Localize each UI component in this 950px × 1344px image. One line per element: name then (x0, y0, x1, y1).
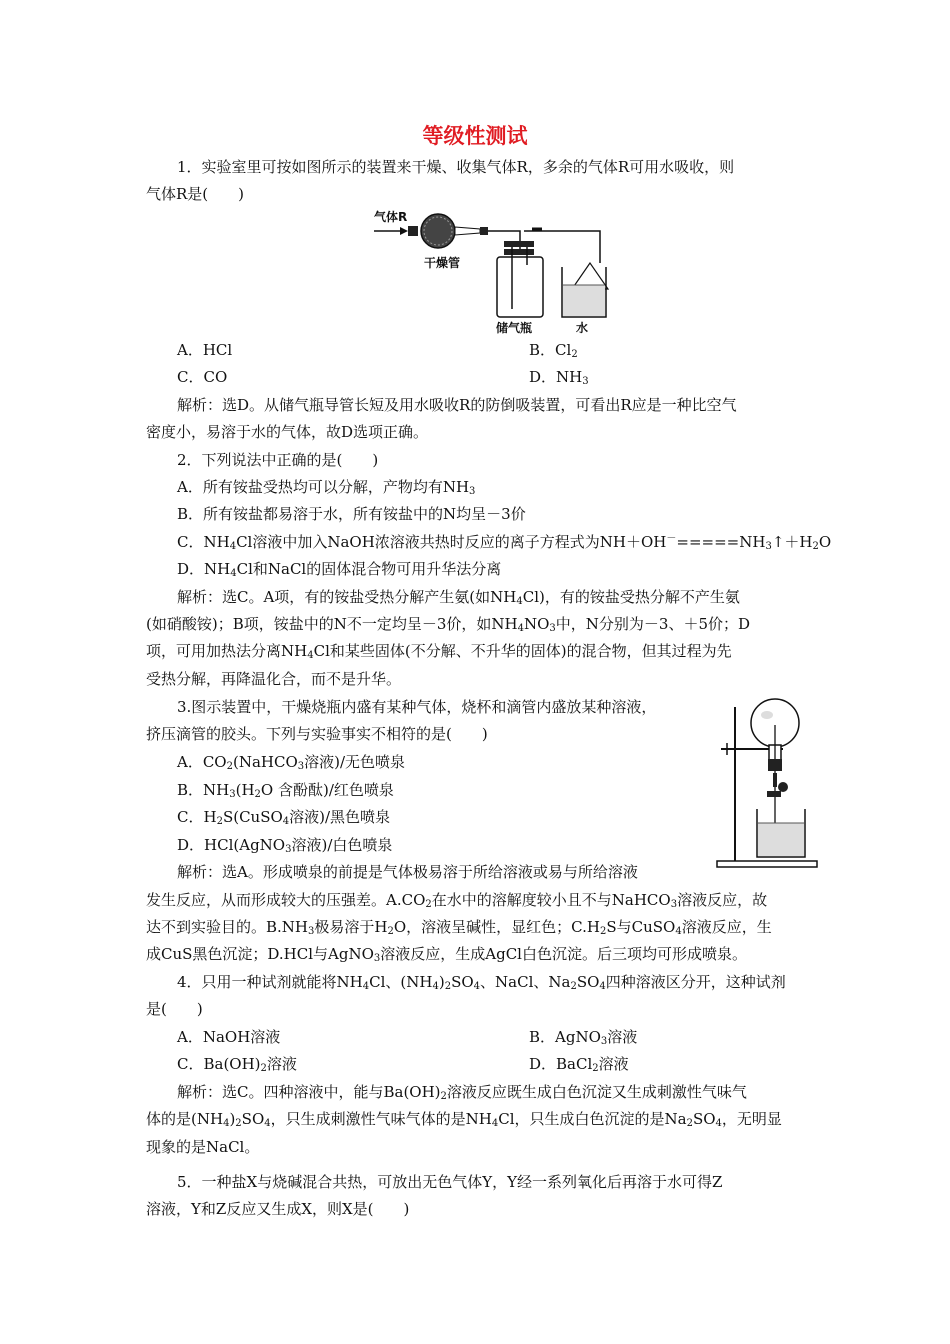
text: SO (241, 1110, 265, 1128)
text: B．NH (177, 781, 230, 799)
subscript: 2 (254, 789, 261, 800)
text: S与CuSO (606, 918, 676, 936)
subscript: 4 (264, 1118, 271, 1129)
fountain-experiment-figure (713, 695, 831, 875)
subscript: 4 (715, 1118, 722, 1129)
text: 在水中的溶解度较小且不与NaHCO (431, 891, 671, 909)
text: NO (523, 615, 550, 633)
q3-stem-cont: 挤压滴管的胶头。下列与实验事实不相符的是( ) (146, 725, 488, 743)
q1-explanation: 解析：选D。从储气瓶导管长短及用水吸收R的防倒吸装置，可看出R应是一种比空气 (177, 396, 737, 414)
text: 达不到实验目的。B.NH (146, 918, 308, 936)
subscript: 2 (571, 349, 578, 360)
text: 、NaCl、Na (480, 973, 571, 991)
subscript: 2 (260, 1063, 267, 1074)
q2-option-a (177, 477, 475, 497)
text: S(CuSO (222, 808, 283, 826)
text: 四种溶液区分开，这种试剂 (605, 973, 786, 991)
subscript: 3 (600, 1036, 608, 1047)
q2-option-b: B．所有铵盐都易溶于水，所有铵盐中的N均呈－3价 (177, 505, 526, 523)
subscript: 4 (223, 1118, 230, 1129)
text: 溶液反应，故 (677, 891, 768, 909)
q2-explanation-cont: 受热分解，再降温化合，而不是升华。 (146, 670, 402, 688)
subscript: 2 (686, 1118, 693, 1129)
q4-option-d (529, 1054, 629, 1074)
q3-option-a (177, 752, 405, 772)
text: 溶液)/白色喷泉 (291, 836, 393, 854)
q3-explanation-cont (146, 890, 767, 910)
subscript: 2 (812, 541, 819, 552)
q1-option-b (529, 340, 578, 360)
q1-option-a: A．HCl (177, 341, 233, 359)
subscript: 2 (570, 981, 577, 992)
text: 溶液)/无色喷泉 (304, 753, 406, 771)
q1-stem-cont: 气体R是( ) (146, 185, 244, 203)
subscript: 4 (599, 981, 606, 992)
q4-stem (177, 972, 786, 992)
text: ) (438, 973, 445, 991)
text: 4．只用一种试剂就能将NH (177, 973, 363, 991)
text: ，无明显 (721, 1110, 782, 1128)
subscript: 2 (387, 926, 394, 937)
text: Cl、(NH (369, 973, 433, 991)
page-title: 等级性测试 (422, 124, 528, 148)
q3-option-c (177, 807, 390, 827)
text: C．Ba(OH) (177, 1055, 261, 1073)
subscript: 2 (235, 1118, 242, 1129)
text: 体的是(NH (146, 1110, 224, 1128)
q3-stem: 3.图示装置中，干燥烧瓶内盛有某种气体，烧杯和滴管内盛放某种溶液， (177, 698, 657, 716)
q2-option-d (177, 559, 501, 579)
subscript: 3 (469, 486, 476, 497)
subscript: 2 (226, 761, 233, 772)
subscript: 3 (297, 761, 305, 772)
subscript: 4 (473, 981, 481, 992)
subscript: 4 (517, 623, 524, 634)
text: SO (576, 973, 600, 991)
subscript: 4 (362, 981, 370, 992)
text: Cl和某些固体(不分解、不升华的固体)的混合物，但其过程为先 (313, 642, 732, 660)
text: (如硝酸铵)；B项，铵盐中的N不一定均呈－3价，如NH (146, 615, 518, 633)
subscript: 3 (549, 623, 556, 634)
text: 极易溶于H (314, 918, 388, 936)
q3-explanation-cont (146, 917, 772, 937)
subscript: 4 (675, 926, 682, 937)
subscript: 2 (440, 1091, 447, 1102)
text: (NaHCO (232, 753, 298, 771)
text: =====NH (676, 533, 766, 551)
q4-option-a: A．NaOH溶液 (177, 1028, 281, 1046)
superscript: － (666, 533, 677, 544)
apparatus-diagram (372, 205, 612, 337)
label-gas-r: 气体R (374, 210, 408, 224)
text: Cl溶液中加入NaOH浓溶液共热时反应的离子方程式为NH＋OH (236, 533, 667, 551)
text: Cl和NaCl的固体混合物可用升华法分离 (236, 560, 502, 578)
subscript: 3 (229, 789, 236, 800)
text: SO (451, 973, 474, 991)
subscript: 4 (516, 596, 523, 607)
q2-explanation (177, 587, 740, 607)
q4-explanation (177, 1082, 747, 1102)
text: O (818, 533, 832, 551)
text: ↑＋H (771, 533, 813, 551)
text: 溶液 (607, 1028, 638, 1046)
text: (H (235, 781, 255, 799)
q1-explanation-cont: 密度小，易溶于水的气体，故D选项正确。 (146, 423, 429, 441)
text: O，溶液呈碱性，显红色；C.H (393, 918, 600, 936)
label-gas-bottle: 储气瓶 (496, 321, 533, 335)
text: D．HCl(AgNO (177, 836, 286, 854)
text: A．CO (177, 753, 227, 771)
subscript: 4 (230, 568, 237, 579)
q3-explanation-cont (146, 944, 747, 964)
q1-stem: 1．实验室里可按如图所示的装置来干燥、收集气体R，多余的气体R可用水吸收，则 (177, 158, 735, 176)
text: C．H (177, 808, 217, 826)
text: D．BaCl (529, 1055, 593, 1073)
text: SO (692, 1110, 716, 1128)
q3-explanation: 解析：选A。形成喷泉的前提是气体极易溶于所给溶液或易与所给溶液 (177, 863, 638, 881)
q4-stem-cont: 是( ) (146, 1000, 203, 1018)
subscript: 4 (307, 650, 314, 661)
subscript: 2 (216, 816, 223, 827)
q2-option-c (177, 532, 831, 552)
subscript: 3 (308, 926, 315, 937)
q4-option-c (177, 1054, 297, 1074)
q4-explanation-cont (146, 1109, 782, 1129)
text: C．NH (177, 533, 230, 551)
text: 溶液 (266, 1055, 297, 1073)
subscript: 2 (592, 1063, 599, 1074)
text: 溶液)/黑色喷泉 (289, 808, 391, 826)
text: 溶液反应既生成白色沉淀又生成刺激性气味气 (446, 1083, 747, 1101)
text: 发生反应，从而形成较大的压强差。A.CO (146, 891, 426, 909)
q5-stem: 5．一种盐X与烧碱混合共热，可放出无色气体Y，Y经一系列氧化后再溶于水可得Z (177, 1173, 723, 1191)
text: Cl)，有的铵盐受热分解不产生氨 (522, 588, 740, 606)
text: O 含酚酞)/红色喷泉 (260, 781, 394, 799)
text: D．NH (177, 560, 231, 578)
q2-stem: 2．下列说法中正确的是( ) (177, 451, 379, 469)
q2-option-a-text: A．所有铵盐受热均可以分解，产物均有NH (177, 478, 470, 496)
text: 解析：选C。A项，有的铵盐受热分解产生氨(如NH (177, 588, 517, 606)
q1-option-b-text: B．Cl (529, 341, 572, 359)
q3-option-d (177, 835, 392, 855)
q2-explanation-cont (146, 641, 732, 661)
subscript: 4 (229, 541, 237, 552)
text: 溶液反应，生 (681, 918, 772, 936)
label-drying-tube: 干燥管 (424, 256, 461, 270)
q4-option-b (529, 1027, 637, 1047)
text: Cl，只生成白色沉淀的是Na (498, 1110, 687, 1128)
fountain-apparatus-diagram (713, 695, 831, 875)
text: 成CuS黑色沉淀；D.HCl与AgNO (146, 945, 374, 963)
subscript: 3 (765, 541, 772, 552)
q5-stem-cont: 溶液，Y和Z反应又生成X，则X是( ) (146, 1200, 410, 1218)
text: 项，可用加热法分离NH (146, 642, 308, 660)
q3-option-b (177, 780, 394, 800)
subscript: 2 (599, 926, 607, 937)
q1-option-d (529, 367, 589, 387)
subscript: 3 (285, 844, 292, 855)
gas-collection-apparatus-figure (372, 205, 612, 337)
text: ) (229, 1110, 236, 1128)
text: 溶液反应，生成AgCl白色沉淀。后三项均可形成喷泉。 (380, 945, 747, 963)
subscript: 3 (670, 899, 678, 910)
text: 解析：选C。四种溶液中，能与Ba(OH) (177, 1083, 441, 1101)
q1-option-d-text: D．NH (529, 368, 583, 386)
subscript: 2 (444, 981, 452, 992)
subscript: 2 (425, 899, 432, 910)
text: 中，N分别为－3、＋5价；D (555, 615, 751, 633)
subscript: 3 (373, 953, 381, 964)
subscript: 4 (491, 1118, 499, 1129)
subscript: 4 (282, 816, 290, 827)
q2-explanation-cont (146, 614, 750, 634)
text: 溶液 (598, 1055, 629, 1073)
q1-option-c: C．CO (177, 368, 228, 386)
q4-explanation-cont: 现象的是NaCl。 (146, 1138, 260, 1156)
text: ，只生成刺激性气味气体的是NH (270, 1110, 492, 1128)
text: B．AgNO (529, 1028, 601, 1046)
subscript: 3 (582, 376, 589, 387)
subscript: 4 (432, 981, 439, 992)
label-water: 水 (576, 321, 589, 335)
